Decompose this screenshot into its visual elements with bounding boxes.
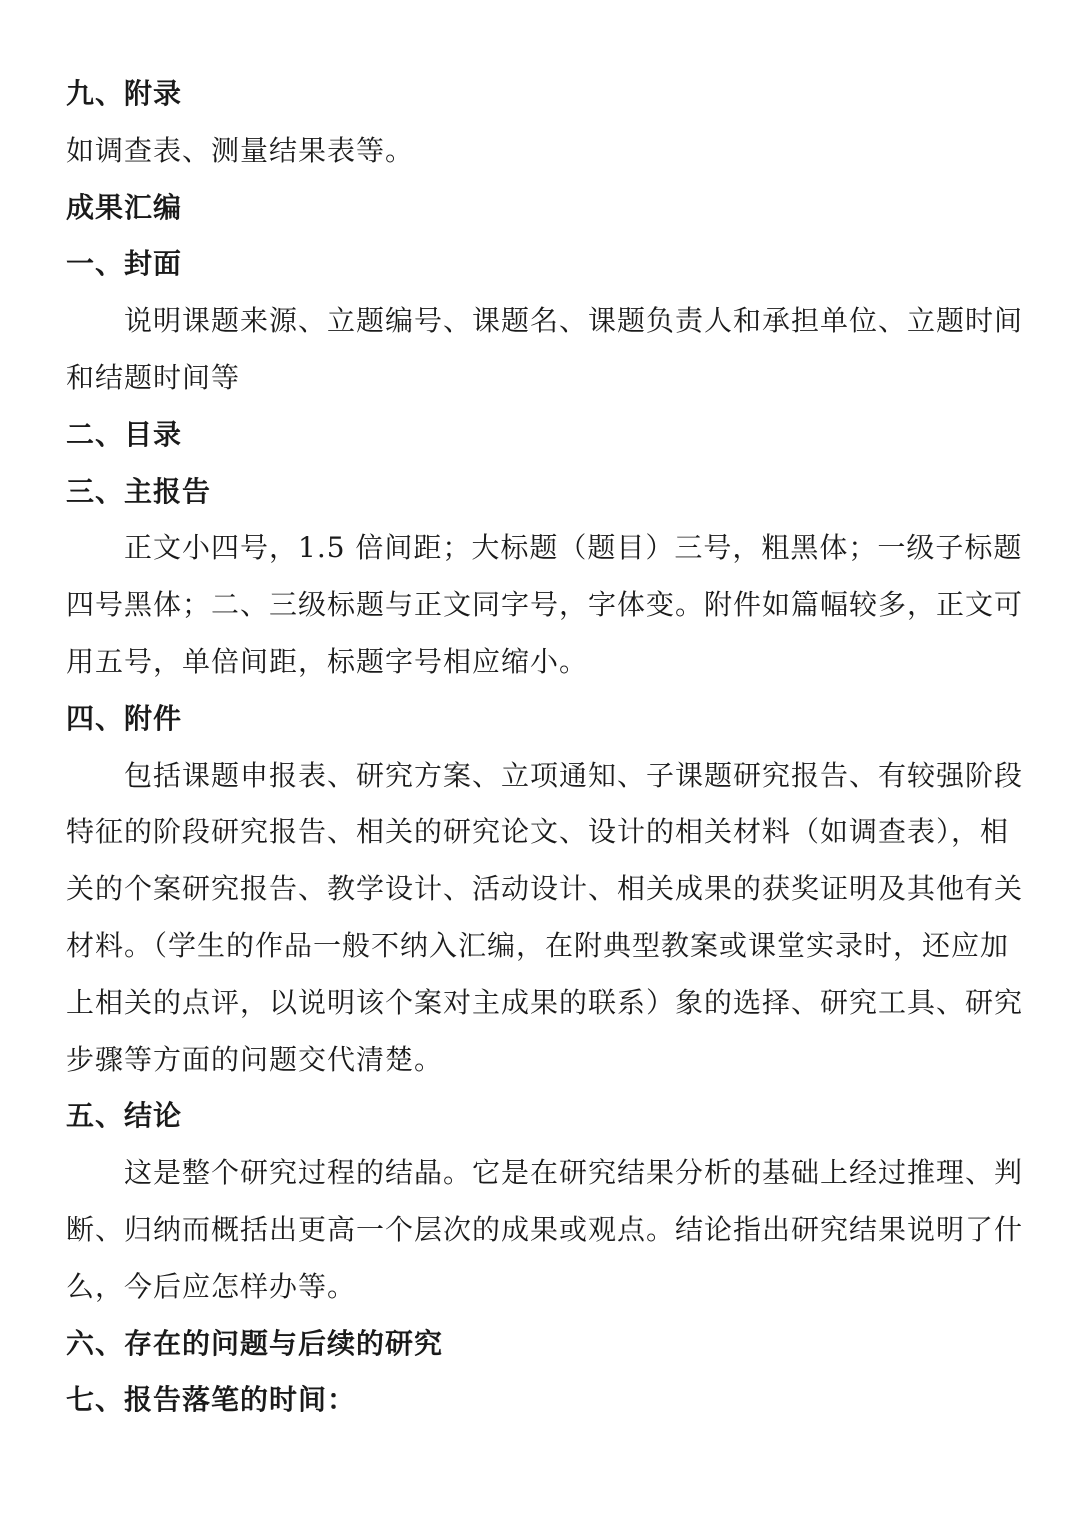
paragraph-line: 断、归纳而概括出更高一个层次的成果或观点。结论指出研究结果说明了什 — [66, 1212, 1024, 1246]
section-heading-report-date: 七、报告落笔的时间： — [66, 1383, 357, 1417]
section-heading-attachments: 四、附件 — [66, 701, 183, 735]
paragraph-line: 四号黑体；二、三级标题与正文同字号，字体变。附件如篇幅较多，正文可 — [66, 588, 1024, 622]
document-body — [66, 66, 1024, 1429]
paragraph-line: 步骤等方面的问题交代清楚。 — [66, 1042, 444, 1076]
section-heading-issues: 六、存在的问题与后续的研究 — [66, 1326, 444, 1360]
paragraph-line: 特征的阶段研究报告、相关的研究论文、设计的相关材料（如调查表），相 — [66, 815, 1010, 849]
section-heading-conclusion: 五、结论 — [66, 1099, 183, 1133]
paragraph-line: 和结题时间等 — [66, 360, 241, 394]
section-heading-contents: 二、目录 — [66, 417, 183, 451]
paragraph-line: 用五号，单倍间距，标题字号相应缩小。 — [66, 644, 589, 678]
paragraph-line: 包括课题申报表、研究方案、立项通知、子课题研究报告、有较强阶段 — [124, 758, 1024, 792]
paragraph-line: 材料。（学生的作品一般不纳入汇编，在附典型教案或课堂实录时，还应加 — [66, 928, 1010, 962]
paragraph-line: 这是整个研究过程的结晶。它是在研究结果分析的基础上经过推理、判 — [124, 1156, 1024, 1190]
section-heading-main-report: 三、主报告 — [66, 474, 212, 508]
section-heading-compilation: 成果汇编 — [66, 190, 183, 224]
paragraph-line: 说明课题来源、立题编号、课题名、课题负责人和承担单位、立题时间 — [124, 304, 1024, 338]
paragraph-line: 如调查表、测量结果表等。 — [66, 133, 415, 167]
paragraph-line: 关的个案研究报告、教学设计、活动设计、相关成果的获奖证明及其他有关 — [66, 872, 1024, 906]
paragraph-line: 么，今后应怎样办等。 — [66, 1269, 357, 1303]
section-heading-cover: 一、封面 — [66, 247, 183, 281]
paragraph-line: 上相关的点评，以说明该个案对主成果的联系）象的选择、研究工具、研究 — [66, 985, 1024, 1019]
paragraph-line: 正文小四号，1.5 倍间距；大标题（题目）三号，粗黑体；一级子标题 — [124, 531, 1023, 565]
section-heading-appendix: 九、附录 — [66, 77, 183, 110]
